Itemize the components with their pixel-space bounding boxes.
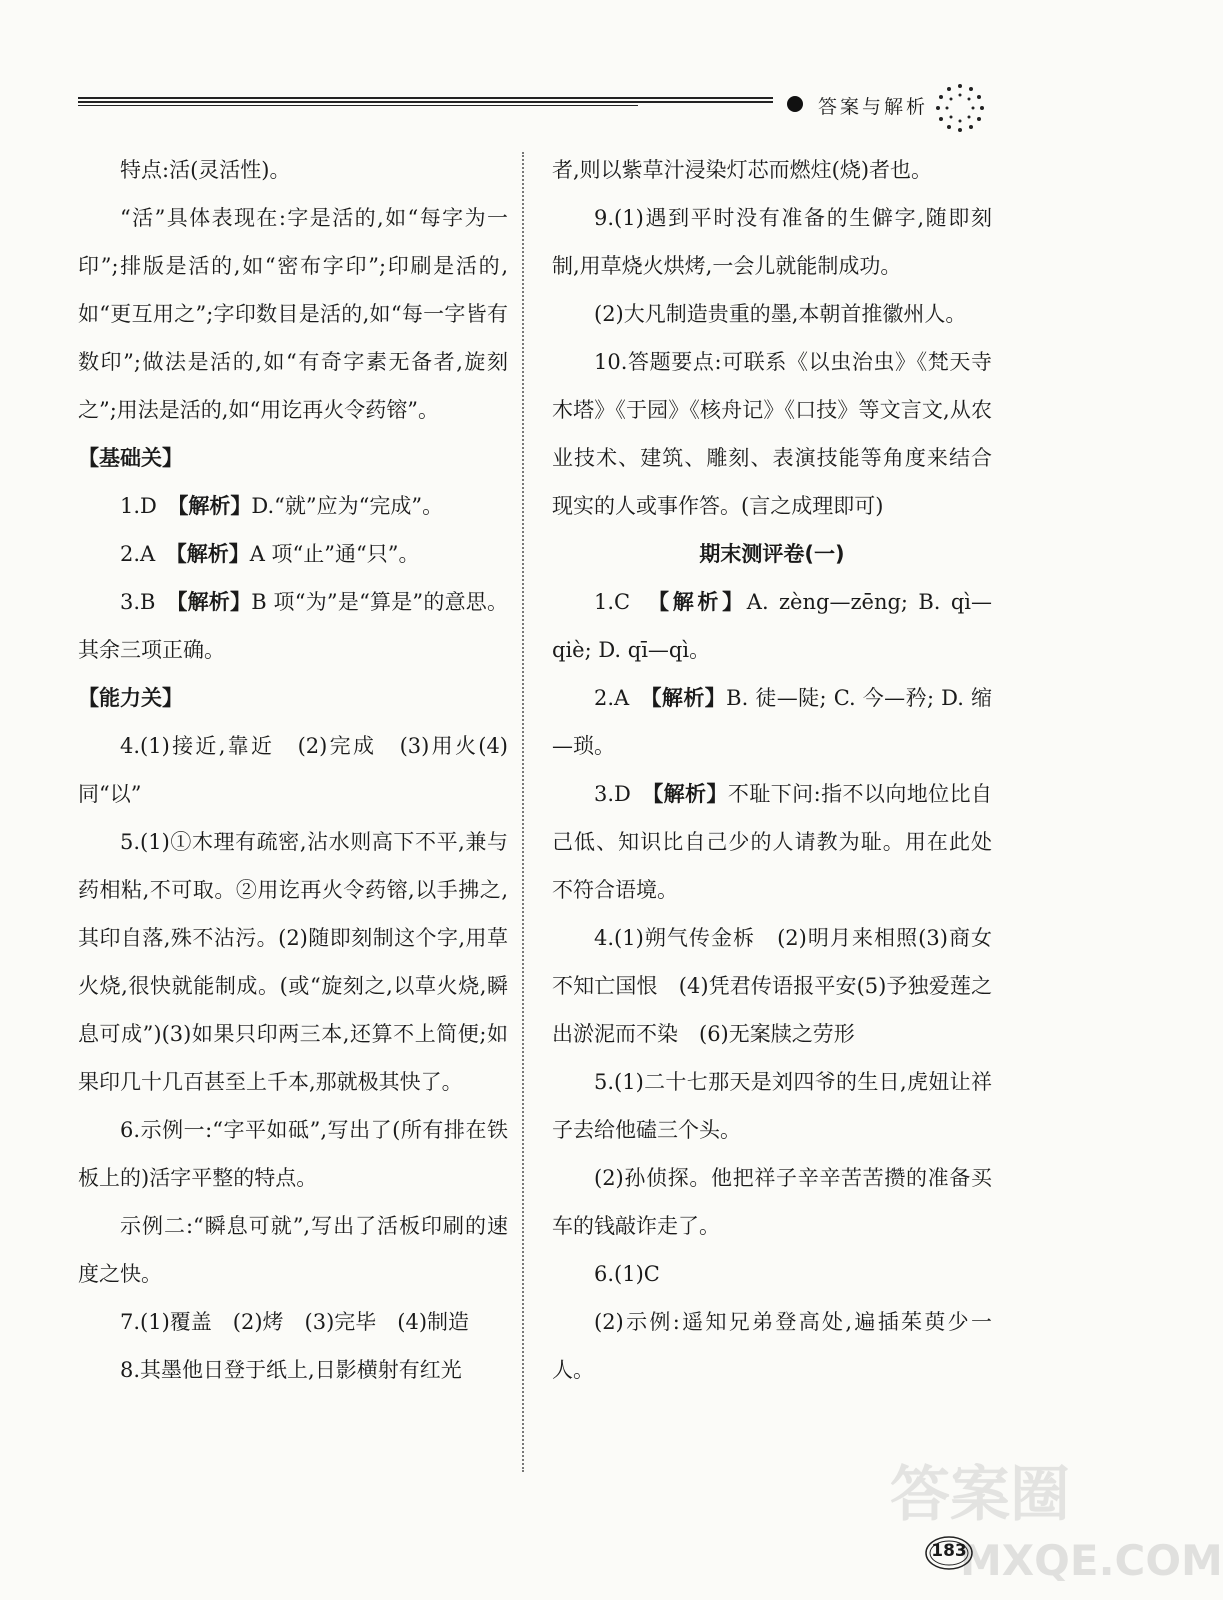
section-heading: 【能力关】 <box>78 686 183 710</box>
paragraph: 6.(1)C <box>594 1262 660 1286</box>
page-number: 183 <box>931 1541 967 1561</box>
item-number: 2.A <box>594 686 630 710</box>
answer-item <box>78 578 508 674</box>
watermark-logo: 答案圈 <box>890 1460 1070 1530</box>
paragraph: 示例二:“瞬息可就”,写出了活板印刷的速度之快。 <box>78 1214 508 1286</box>
paragraph: (2)孙侦探。他把祥子辛辛苦苦攒的准备买车的钱敲诈走了。 <box>552 1166 992 1238</box>
paragraph: (2)大凡制造贵重的墨,本朝首推徽州人。 <box>594 302 967 326</box>
item-text: 不耻下问:指不以向地位比自己低、知识比自己少的人请教为耻。用在此处不符合语境。 <box>552 782 993 902</box>
paragraph: 5.(1)二十七那天是刘四爷的生日,虎妞让祥子去给他磕三个头。 <box>552 1070 992 1142</box>
paragraph: 4.(1)接近,靠近 (2)完成 (3)用火(4)同“以” <box>78 734 508 806</box>
paragraph: (2)示例:遥知兄弟登高处,遍插茱萸少一人。 <box>552 1310 992 1382</box>
paragraph: 特点:活(灵活性)。 <box>120 158 291 182</box>
analysis-tag: 【解析】 <box>176 542 250 566</box>
item-text: A. zèng—zēng; B. qì—qiè; D. qī—qì。 <box>552 590 992 662</box>
item-text: A 项“止”通“只”。 <box>249 542 420 566</box>
column-divider <box>522 152 524 1472</box>
item-text: D.“就”应为“完成”。 <box>251 494 444 518</box>
item-text: B. 徒—陡; C. 今—矜; D. 缩—琐。 <box>552 686 992 758</box>
item-number: 1.D <box>120 494 157 518</box>
item-text: B 项“为”是“算是”的意思。其余三项正确。 <box>78 590 508 662</box>
paragraph: “活”具体表现在:字是活的,如“每字为一印”;排版是活的,如“密布字印”;印刷是活的,如“更互用之”;字印数目是活的,如“每一字皆有数印”;做法是活的,如“有奇字素无备者,旋刻之”;用法是活的,如“用讫再火令药镕”。 <box>78 206 508 422</box>
answer-item <box>552 770 992 914</box>
section-heading: 【基础关】 <box>78 446 183 470</box>
analysis-tag: 【解析】 <box>658 590 747 614</box>
page-number-badge <box>924 1534 974 1572</box>
item-number: 3.D <box>594 782 631 806</box>
item-number: 1.C <box>594 590 631 614</box>
right-column <box>552 146 992 1394</box>
paragraph: 4.(1)朔气传金柝 (2)明月来相照(3)商女不知亡国恨 (4)凭君传语报平安(5)予独爱莲之出淤泥而不染 (6)无案牍之劳形 <box>552 926 992 1046</box>
paragraph: 8.其墨他日登于纸上,日影横射有红光 <box>120 1358 462 1382</box>
left-column <box>78 146 508 1394</box>
answer-item <box>552 674 992 770</box>
paragraph: 6.示例一:“字平如砥”,写出了(所有排在铁板上的)活字平整的特点。 <box>78 1118 508 1190</box>
analysis-tag: 【解析】 <box>652 782 728 806</box>
paragraph: 5.(1)①木理有疏密,沾水则高下不平,兼与药相粘,不可取。②用讫再火令药镕,以手拂之,其印自落,殊不沾污。(2)随即刻制这个字,用草火烧,很快就能制成。(或“旋刻之,以草火烧,瞬息可成”)(3)如果只印两三本,还算不上简便;如果印几十几百甚至上千本,那就极其快了。 <box>78 830 508 1094</box>
paragraph: 7.(1)覆盖 (2)烤 (3)完毕 (4)制造 <box>120 1310 470 1334</box>
analysis-tag: 【解析】 <box>176 590 252 614</box>
header-rule <box>78 97 773 106</box>
paragraph: 者,则以紫草汁浸染灯芯而燃炷(烧)者也。 <box>552 158 933 182</box>
paragraph: 10.答题要点:可联系《以虫治虫》《梵天寺木塔》《于园》《核舟记》《口技》等文言文,从农业技术、建筑、雕刻、表演技能等角度来结合现实的人或事作答。(言之成理即可) <box>552 350 992 518</box>
header-title: 答案与解析 <box>818 96 929 118</box>
header-bullet-icon <box>787 96 803 112</box>
answer-item <box>552 578 992 674</box>
item-number: 3.B <box>120 590 156 614</box>
answer-item <box>78 482 508 530</box>
exam-title: 期末测评卷(一) <box>699 542 845 566</box>
sun-ornament-icon <box>934 82 986 134</box>
analysis-tag: 【解析】 <box>177 494 252 518</box>
item-number: 2.A <box>120 542 156 566</box>
paragraph: 9.(1)遇到平时没有准备的生僻字,随即刻制,用草烧火烘烤,一会儿就能制成功。 <box>552 206 992 278</box>
answer-item <box>78 530 508 578</box>
analysis-tag: 【解析】 <box>651 686 727 710</box>
watermark-url: MXQE.COM <box>960 1536 1223 1585</box>
